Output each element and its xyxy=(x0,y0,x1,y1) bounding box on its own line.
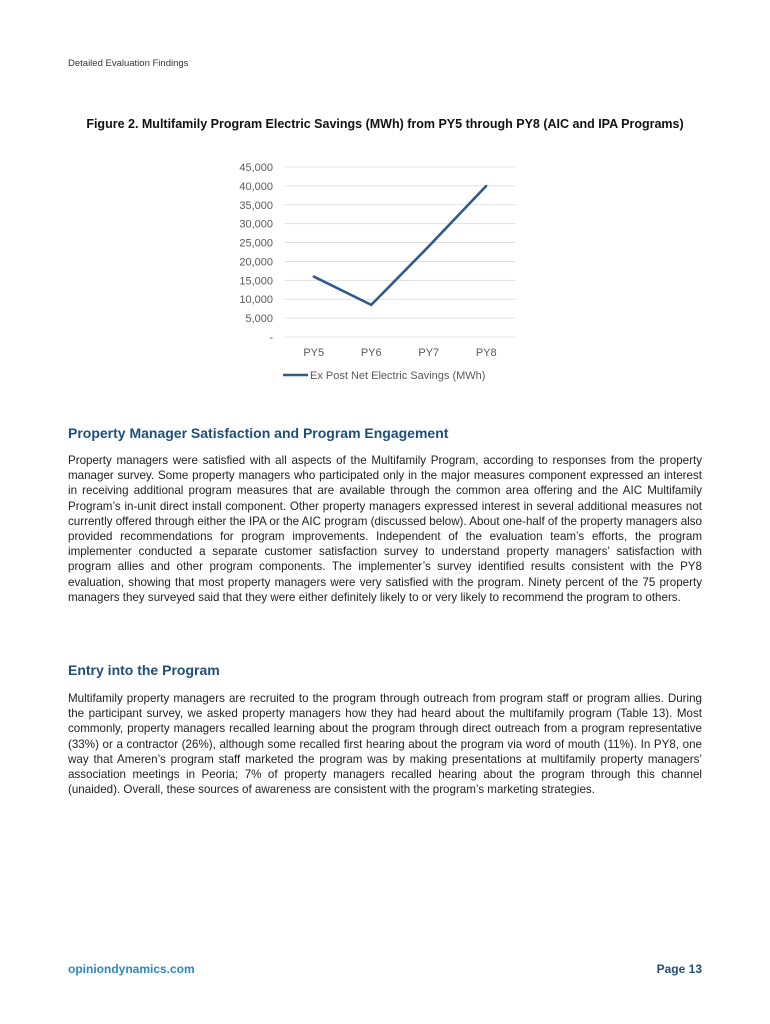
y-tick-label: 45,000 xyxy=(239,162,273,174)
section-heading-entry: Entry into the Program xyxy=(68,662,220,678)
paragraph-satisfaction: Property managers were satisfied with all aspects of the Multifamily Program, according to responses from the property manager survey. Some property managers who participated only in the major measures component expressed an interest in receiving additional program measures that are available through the common area offering and the AIC Multifamily Program’s in-unit direct install component. Other property managers expressed interest in several additional measures not currently offered through either the IPA or the AIC program (discussed below). About one-half of the property managers also provided recommendations for program improvements. Independent of the evaluation team’s efforts, the program implementer conducted a separate customer satisfaction survey to understand property managers’ satisfaction with program allies and other program components. The implementer’s survey identified results consistent with the PY8 evaluation, showing that most property managers were very satisfied with the program. Ninety percent of the 75 property managers they surveyed said that they were either definitely likely to or very likely to recommend the program to others. xyxy=(68,454,702,604)
figure-caption: Figure 2. Multifamily Program Electric Savings (MWh) from PY5 through PY8 (AIC and IPA Programs) xyxy=(86,117,684,131)
y-tick-label: 10,000 xyxy=(239,294,273,307)
legend-label: Ex Post Net Electric Savings (MWh) xyxy=(310,370,486,382)
series-line xyxy=(314,186,487,305)
y-tick-label: 20,000 xyxy=(239,256,273,269)
x-tick-label: PY5 xyxy=(303,347,325,359)
y-tick-label: 40,000 xyxy=(239,180,273,193)
y-tick-label: 15,000 xyxy=(239,275,273,288)
section-heading-satisfaction: Property Manager Satisfaction and Program Engagement xyxy=(68,425,449,441)
data-point xyxy=(370,304,372,306)
x-tick-label: PY8 xyxy=(475,347,497,359)
y-tick-label: 35,000 xyxy=(239,199,273,212)
line-chart xyxy=(200,155,540,395)
footer-website[interactable]: opiniondynamics.com xyxy=(68,962,195,976)
data-point xyxy=(485,185,487,187)
x-tick-label: PY6 xyxy=(360,347,382,359)
data-point xyxy=(313,275,315,277)
data-point xyxy=(428,245,430,247)
paragraph-entry: Multifamily property managers are recruited to the program through outreach from program staff or program allies. During the participant survey, we asked property managers how they had heard about the multifamily program (Table 13). Most commonly, property managers recalled learning about the program through direct outreach from a program representative (33%) or a contractor (26%), although some recalled first hearing about the program via word of mouth (11%). In PY8, one way that Ameren’s program staff marketed the program was by making presentations at multifamily property managers’ association meetings in Peoria; 7% of property managers recalled hearing about the program through this channel (unaided). Overall, these sources of awareness are consistent with the program’s marketing strategies. xyxy=(68,692,702,797)
x-tick-label: PY7 xyxy=(418,347,440,359)
footer-page-number: Page 13 xyxy=(656,962,702,976)
running-header: Detailed Evaluation Findings xyxy=(68,58,189,69)
y-tick-label: 5,000 xyxy=(245,313,273,326)
y-tick-label: - xyxy=(269,332,273,344)
y-tick-label: 25,000 xyxy=(239,237,273,250)
y-tick-label: 30,000 xyxy=(239,218,273,231)
